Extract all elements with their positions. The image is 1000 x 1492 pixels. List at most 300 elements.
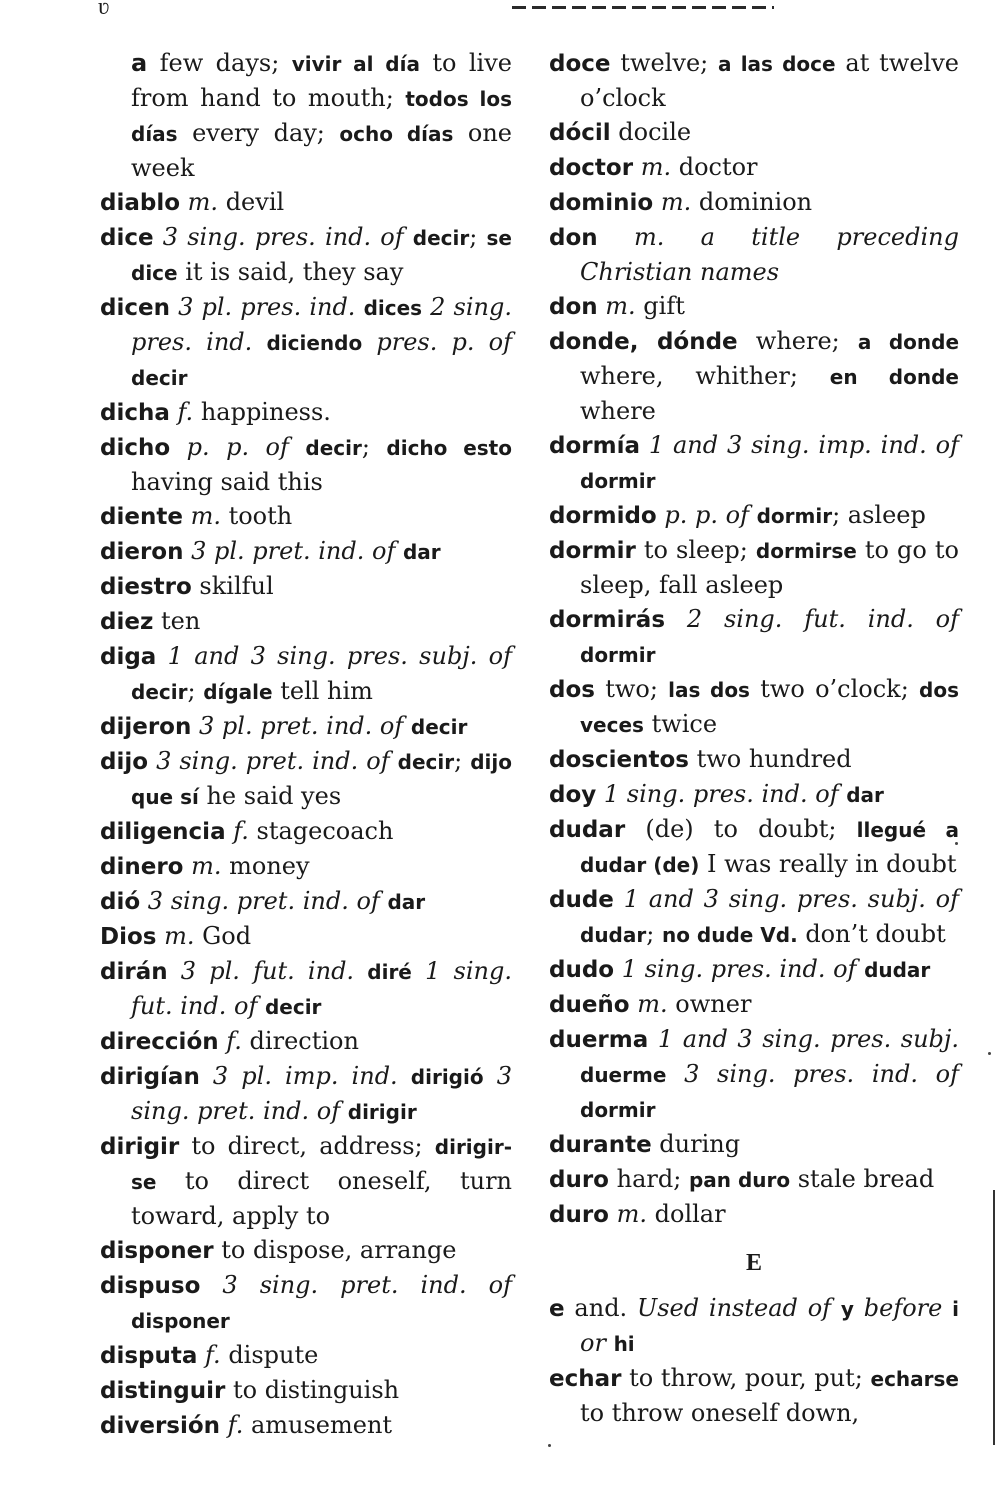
- headword: diente: [100, 504, 183, 530]
- dictionary-entry: [549, 742, 959, 777]
- headword: duro: [549, 1202, 609, 1228]
- grammar-note: 1 and 3 sing. pres. subj. of: [167, 642, 512, 670]
- definition-text: [191, 712, 199, 740]
- definition-text: to distinguish: [225, 1376, 400, 1404]
- definition-text: tell him: [272, 677, 373, 705]
- definition-text: [614, 885, 624, 913]
- definition-text: two;: [594, 675, 669, 703]
- spanish-phrase: en donde: [829, 365, 959, 389]
- definition-text: [831, 1294, 841, 1322]
- dictionary-entry: [100, 185, 512, 220]
- dictionary-entry: [100, 1233, 512, 1268]
- dictionary-entry: [549, 1162, 959, 1197]
- definition-text: [200, 1271, 222, 1299]
- grammar-note: 3 pl. pres. ind.: [178, 293, 356, 321]
- dictionary-entry: [100, 709, 512, 744]
- spanish-phrase: y: [840, 1297, 854, 1321]
- definition-text: ; asleep: [832, 501, 926, 529]
- definition-text: and.: [564, 1294, 637, 1322]
- definition-text: during: [651, 1130, 741, 1158]
- grammar-note: m.: [187, 188, 219, 216]
- spanish-phrase: dormir: [580, 469, 656, 493]
- definition-text: gift: [635, 292, 685, 320]
- definition-text: one week: [131, 119, 513, 182]
- spanish-phrase: a las doce: [718, 52, 836, 76]
- spanish-phrase: dirigió: [410, 1065, 484, 1089]
- definition-text: money: [221, 852, 310, 880]
- definition-text: [183, 502, 191, 530]
- definition-text: [398, 1062, 411, 1090]
- definition-text: two o’clock;: [749, 675, 920, 703]
- definition-text: direction: [241, 1027, 359, 1055]
- dictionary-entry: [100, 1059, 512, 1129]
- headword: dirigir: [100, 1134, 180, 1160]
- spanish-phrase: llegué a dudar (de): [580, 818, 960, 877]
- headword: don: [549, 225, 598, 251]
- dictionary-entry: [100, 499, 512, 534]
- dictionary-entry: [549, 324, 959, 428]
- dictionary-entry: [549, 777, 959, 812]
- dictionary-entry: [549, 602, 959, 672]
- dictionary-entry: [549, 289, 959, 324]
- spanish-phrase: dormir: [580, 1098, 656, 1122]
- definition-text: ;: [469, 223, 487, 251]
- spanish-phrase: dígale: [203, 680, 273, 704]
- definition-text: [854, 1294, 864, 1322]
- definition-text: [355, 293, 363, 321]
- dictionary-entry: [100, 534, 512, 569]
- definition-text: twice: [643, 710, 718, 738]
- headword: dieron: [100, 539, 184, 565]
- headword: diga: [100, 644, 157, 670]
- definition-text: [200, 1062, 213, 1090]
- headword: durante: [549, 1132, 652, 1158]
- spanish-phrase: ocho días: [339, 122, 454, 146]
- definition-text: [633, 153, 641, 181]
- dictionary-entry: [549, 46, 959, 115]
- definition-text: to sleep;: [635, 536, 756, 564]
- definition-text: twelve;: [610, 49, 719, 77]
- definition-text: two hundred: [688, 745, 852, 773]
- spanish-phrase: dar: [846, 783, 884, 807]
- definition-text: [170, 293, 178, 321]
- definition-text: [942, 1294, 952, 1322]
- headword: Dios: [100, 924, 157, 950]
- definition-text: it is said, they say: [177, 258, 404, 286]
- definition-text: [197, 1341, 205, 1369]
- spanish-phrase: todos los días: [131, 87, 512, 146]
- spanish-phrase: dices: [363, 296, 423, 320]
- definition-text: [257, 992, 265, 1020]
- grammar-note: pres. p. of: [376, 328, 512, 356]
- grammar-note: f.: [233, 817, 249, 845]
- spanish-phrase: i: [952, 1297, 960, 1321]
- dictionary-entry: [549, 428, 959, 498]
- grammar-note: 3 sing. pres. ind. of: [684, 1060, 959, 1088]
- grammar-note: f.: [227, 1411, 244, 1439]
- headword: duerma: [549, 1027, 649, 1053]
- definition-text: [664, 223, 700, 251]
- dictionary-entry: [100, 1129, 512, 1233]
- spanish-phrase: decir: [397, 750, 455, 774]
- headword: e: [549, 1296, 565, 1322]
- definition-text: he said yes: [198, 782, 342, 810]
- dictionary-entry: [549, 952, 959, 987]
- definition-text: [609, 1200, 617, 1228]
- headword: dirección: [100, 1029, 219, 1055]
- definition-text: docile: [610, 118, 692, 146]
- dictionary-entry: [100, 1268, 512, 1338]
- spanish-phrase: decir: [131, 366, 188, 390]
- spanish-phrase: se dice: [131, 226, 512, 285]
- definition-text: [354, 957, 367, 985]
- spanish-phrase: decir: [264, 995, 322, 1019]
- grammar-note: m.: [190, 502, 221, 530]
- spanish-phrase: dicho esto: [386, 436, 512, 460]
- grammar-note: a title preceding Christian names: [580, 223, 959, 286]
- definition-text: tooth: [220, 502, 293, 530]
- grammar-note: m.: [616, 1200, 648, 1228]
- spanish-phrase: dar: [402, 540, 441, 564]
- definition-text: to direct oneself, turn toward, apply to: [131, 1167, 512, 1230]
- print-speck: [955, 842, 958, 845]
- headword: distinguir: [100, 1378, 226, 1404]
- spanish-phrase: hi: [613, 1332, 635, 1356]
- definition-text: where, whither;: [580, 362, 830, 390]
- spanish-phrase: decir: [412, 226, 470, 250]
- spanish-phrase: decir: [410, 715, 468, 739]
- headword: doy: [549, 782, 597, 808]
- definition-text: at twelve o’clock: [580, 49, 959, 112]
- headword: dormido: [549, 503, 657, 529]
- definition-text: ;: [187, 677, 204, 705]
- headword: dócil: [549, 120, 611, 146]
- grammar-note: p. p. of: [664, 501, 749, 529]
- headword: dicho: [100, 435, 171, 461]
- spanish-phrase: a donde: [857, 330, 960, 354]
- definition-text: [140, 887, 148, 915]
- dictionary-entry: [100, 1024, 512, 1059]
- headword: dicen: [100, 295, 170, 321]
- definition-text: where: [580, 397, 656, 425]
- definition-text: amusement: [243, 1411, 393, 1439]
- definition-text: doctor: [671, 153, 758, 181]
- dictionary-entry: [100, 814, 512, 849]
- spanish-phrase: dar: [387, 890, 426, 914]
- spanish-phrase: dormir: [756, 504, 833, 528]
- spanish-phrase: a: [131, 49, 148, 77]
- definition-text: [422, 293, 430, 321]
- definition-text: owner: [667, 990, 752, 1018]
- dictionary-entry: [549, 185, 959, 220]
- left-column: [100, 46, 512, 1443]
- headword: diestro: [100, 574, 192, 600]
- definition-text: to throw, pour, put;: [621, 1364, 871, 1392]
- grammar-note: m.: [191, 852, 222, 880]
- dictionary-entry: [549, 1197, 959, 1232]
- dictionary-entry: [100, 919, 512, 954]
- definition-text: [666, 1060, 684, 1088]
- grammar-note: f.: [177, 398, 194, 426]
- dictionary-entry: [549, 1022, 959, 1127]
- grammar-note: m.: [164, 922, 195, 950]
- dictionary-entry: [549, 672, 959, 742]
- dictionary-entry: [549, 115, 959, 150]
- definition-text: I was really in doubt: [699, 850, 957, 878]
- dictionary-entry: [549, 220, 959, 289]
- dictionary-entry: [100, 395, 512, 430]
- grammar-note: 1 and 3 sing. pres. subj. of: [623, 885, 959, 913]
- grammar-note: 2 sing. pres. ind.: [131, 293, 512, 356]
- definition-text: [340, 1097, 348, 1125]
- headword: duro: [549, 1167, 609, 1193]
- headword: dudar: [549, 817, 626, 843]
- headword: dormir: [549, 538, 636, 564]
- grammar-note: m.: [640, 153, 672, 181]
- grammar-note: f.: [205, 1341, 221, 1369]
- spanish-phrase: decir: [131, 680, 188, 704]
- definition-text: dollar: [647, 1200, 726, 1228]
- definition-text: [640, 431, 649, 459]
- dictionary-entry: [100, 639, 512, 709]
- dictionary-entry: [100, 290, 512, 395]
- headword: dude: [549, 887, 614, 913]
- definition-text: [614, 955, 622, 983]
- definition-text: [395, 537, 403, 565]
- definition-text: (de) to doubt;: [625, 815, 857, 843]
- grammar-note: 1 sing. pres. ind. of: [603, 780, 839, 808]
- headword: dos: [549, 677, 595, 703]
- dictionary-entry: [549, 498, 959, 533]
- headword: diablo: [100, 190, 181, 216]
- headword: don: [549, 294, 598, 320]
- section-e-entries: [549, 1291, 959, 1430]
- dictionary-entry: [549, 533, 959, 602]
- headword: dinero: [100, 854, 184, 880]
- dictionary-entry: [100, 430, 512, 499]
- dictionary-entry: [100, 604, 512, 639]
- definition-text: ;: [646, 920, 662, 948]
- grammar-note: 1 and 3 sing. imp. ind. of: [648, 431, 959, 459]
- dictionary-entry: [100, 220, 512, 290]
- definition-text: ;: [361, 433, 387, 461]
- dictionary-entry: [100, 1338, 512, 1373]
- grammar-note: 3 sing. pres. ind. of: [162, 223, 404, 251]
- definition-text: [598, 223, 634, 251]
- definition-text: to dispose, arrange: [213, 1236, 457, 1264]
- definition-text: [606, 1329, 614, 1357]
- headword: dió: [100, 889, 141, 915]
- print-speck: [548, 1444, 551, 1447]
- right-column: [549, 46, 959, 1430]
- grammar-note: or: [580, 1329, 606, 1357]
- grammar-note: before: [863, 1294, 943, 1322]
- headword: dominio: [549, 190, 654, 216]
- definition-text: stale bread: [790, 1165, 935, 1193]
- definition-text: [289, 433, 305, 461]
- headword: disponer: [100, 1238, 214, 1264]
- definition-text: [168, 957, 181, 985]
- headword: dicha: [100, 400, 170, 426]
- spanish-phrase: dijo que sí: [131, 750, 512, 809]
- headword: dijeron: [100, 714, 192, 740]
- headword: disputa: [100, 1343, 198, 1369]
- definition-text: [362, 328, 376, 356]
- definition-text: [653, 188, 661, 216]
- headword: dormirás: [549, 607, 666, 633]
- definition-text: [183, 852, 191, 880]
- spanish-phrase: dudar: [580, 923, 647, 947]
- grammar-note: 3 pl. fut. ind.: [180, 957, 355, 985]
- spanish-phrase: dirigir-se: [131, 1135, 512, 1194]
- page-edge-line: [993, 1190, 995, 1445]
- headword: dormía: [549, 433, 640, 459]
- headword: dueño: [549, 992, 630, 1018]
- dictionary-entry: [549, 987, 959, 1022]
- definition-text: to throw oneself down,: [580, 1399, 860, 1427]
- definition-text: [403, 712, 411, 740]
- headword: dice: [100, 225, 154, 251]
- spanish-phrase: dos veces: [580, 678, 959, 737]
- headword: doscientos: [549, 747, 689, 773]
- definition-text: dispute: [220, 1341, 319, 1369]
- definition-text: [180, 188, 188, 216]
- spanish-phrase: echarse: [870, 1367, 959, 1391]
- spanish-phrase: las dos: [668, 678, 750, 702]
- definition-text: [412, 957, 425, 985]
- definition-text: [220, 1411, 228, 1439]
- grammar-note: 3 pl. imp. ind.: [212, 1062, 398, 1090]
- spanish-phrase: dormir: [580, 643, 656, 667]
- definition-text: ten: [153, 607, 201, 635]
- grammar-note: 2 sing. fut. ind. of: [686, 605, 959, 633]
- definition-text: [665, 605, 687, 633]
- print-speck: [988, 1052, 991, 1055]
- headword: dudo: [549, 957, 615, 983]
- dictionary-entry: [549, 150, 959, 185]
- spanish-phrase: dudar: [864, 958, 931, 982]
- spanish-phrase: dormirse: [755, 539, 857, 563]
- grammar-note: m.: [633, 223, 665, 251]
- definition-text: [749, 501, 757, 529]
- grammar-note: p. p. of: [186, 433, 289, 461]
- grammar-note: 3 sing. pret. ind. of: [147, 887, 380, 915]
- grammar-note: 1 sing. pres. ind. of: [621, 955, 857, 983]
- definition-text: [404, 223, 413, 251]
- spanish-phrase: dirigir: [347, 1100, 417, 1124]
- entry-continuation: [100, 46, 512, 185]
- section-d-entries: [549, 46, 959, 1232]
- definition-text: [252, 328, 266, 356]
- grammar-note: 3 pl. pret. ind. of: [199, 712, 404, 740]
- definition-text: [154, 223, 163, 251]
- dictionary-entry: [100, 884, 512, 919]
- definition-text: [156, 922, 164, 950]
- definition-text: [170, 433, 186, 461]
- dictionary-entry: [100, 954, 512, 1024]
- definition-text: to direct, address;: [179, 1132, 435, 1160]
- headword: diligencia: [100, 819, 226, 845]
- definition-text: stagecoach: [248, 817, 394, 845]
- definition-text: [856, 955, 864, 983]
- dictionary-entry: [100, 569, 512, 604]
- definition-text: don’t doubt: [797, 920, 946, 948]
- dictionary-entry: [549, 882, 959, 952]
- dictionary-entry: [100, 849, 512, 884]
- grammar-note: 1 sing. fut. ind. of: [131, 957, 512, 1020]
- definition-text: [156, 642, 167, 670]
- dictionary-entry: [549, 1291, 959, 1361]
- definition-text: dominion: [691, 188, 813, 216]
- headword: doctor: [549, 155, 634, 181]
- spanish-phrase: duerme: [580, 1063, 667, 1087]
- grammar-note: 1 and 3 sing. pres. subj.: [657, 1025, 959, 1053]
- spanish-phrase: diré: [367, 960, 412, 984]
- headword: diez: [100, 609, 154, 635]
- definition-text: where;: [737, 327, 858, 355]
- definition-text: devil: [218, 188, 285, 216]
- spanish-phrase: diciendo: [266, 331, 363, 355]
- headword: dirigían: [100, 1064, 200, 1090]
- definition-text: happiness.: [193, 398, 331, 426]
- grammar-note: f.: [226, 1027, 242, 1055]
- dictionary-entry: [549, 1361, 959, 1430]
- spanish-phrase: no dude Vd.: [661, 923, 798, 947]
- headword: echar: [549, 1366, 622, 1392]
- definition-text: having said this: [131, 468, 323, 496]
- headword: dispuso: [100, 1273, 201, 1299]
- definition-text: skilful: [191, 572, 274, 600]
- headword: dirán: [100, 959, 168, 985]
- grammar-note: m.: [637, 990, 668, 1018]
- definition-text: [390, 747, 398, 775]
- spanish-phrase: vivir al día: [291, 52, 420, 76]
- definition-text: [596, 780, 604, 808]
- definition-text: [148, 747, 156, 775]
- definition-text: God: [194, 922, 252, 950]
- definition-text: [170, 398, 178, 426]
- headword: diversión: [100, 1413, 221, 1439]
- grammar-note: Used instead of: [637, 1294, 832, 1322]
- definition-text: every day;: [177, 119, 340, 147]
- definition-text: hard;: [608, 1165, 689, 1193]
- headword: doce: [549, 51, 611, 77]
- definition-text: to go to sleep, fall asleep: [580, 536, 960, 599]
- grammar-note: 3 sing. pret. ind. of: [222, 1271, 512, 1299]
- definition-text: [648, 1025, 658, 1053]
- definition-text: to live from hand to mouth;: [131, 49, 512, 112]
- page-folio: ʋ: [98, 0, 110, 20]
- grammar-note: 3 sing. pret. ind. of: [131, 1062, 512, 1125]
- grammar-note: 3 pl. pret. ind. of: [191, 537, 396, 565]
- running-header-rule: [512, 6, 774, 9]
- definition-text: ;: [454, 747, 471, 775]
- letter-heading: E: [745, 1250, 762, 1276]
- definition-text: [484, 1062, 497, 1090]
- grammar-note: m.: [605, 292, 636, 320]
- spanish-phrase: decir: [305, 436, 362, 460]
- spanish-phrase: pan duro: [688, 1168, 791, 1192]
- definition-text: [183, 537, 191, 565]
- spanish-phrase: disponer: [131, 1309, 230, 1333]
- dictionary-entry: [549, 812, 959, 882]
- grammar-note: m.: [660, 188, 692, 216]
- dictionary-entry: [100, 1373, 512, 1408]
- dictionary-entry: [100, 744, 512, 814]
- grammar-note: 3 sing. pret. ind. of: [156, 747, 390, 775]
- headword: dijo: [100, 749, 149, 775]
- dictionary-entry: [549, 1127, 959, 1162]
